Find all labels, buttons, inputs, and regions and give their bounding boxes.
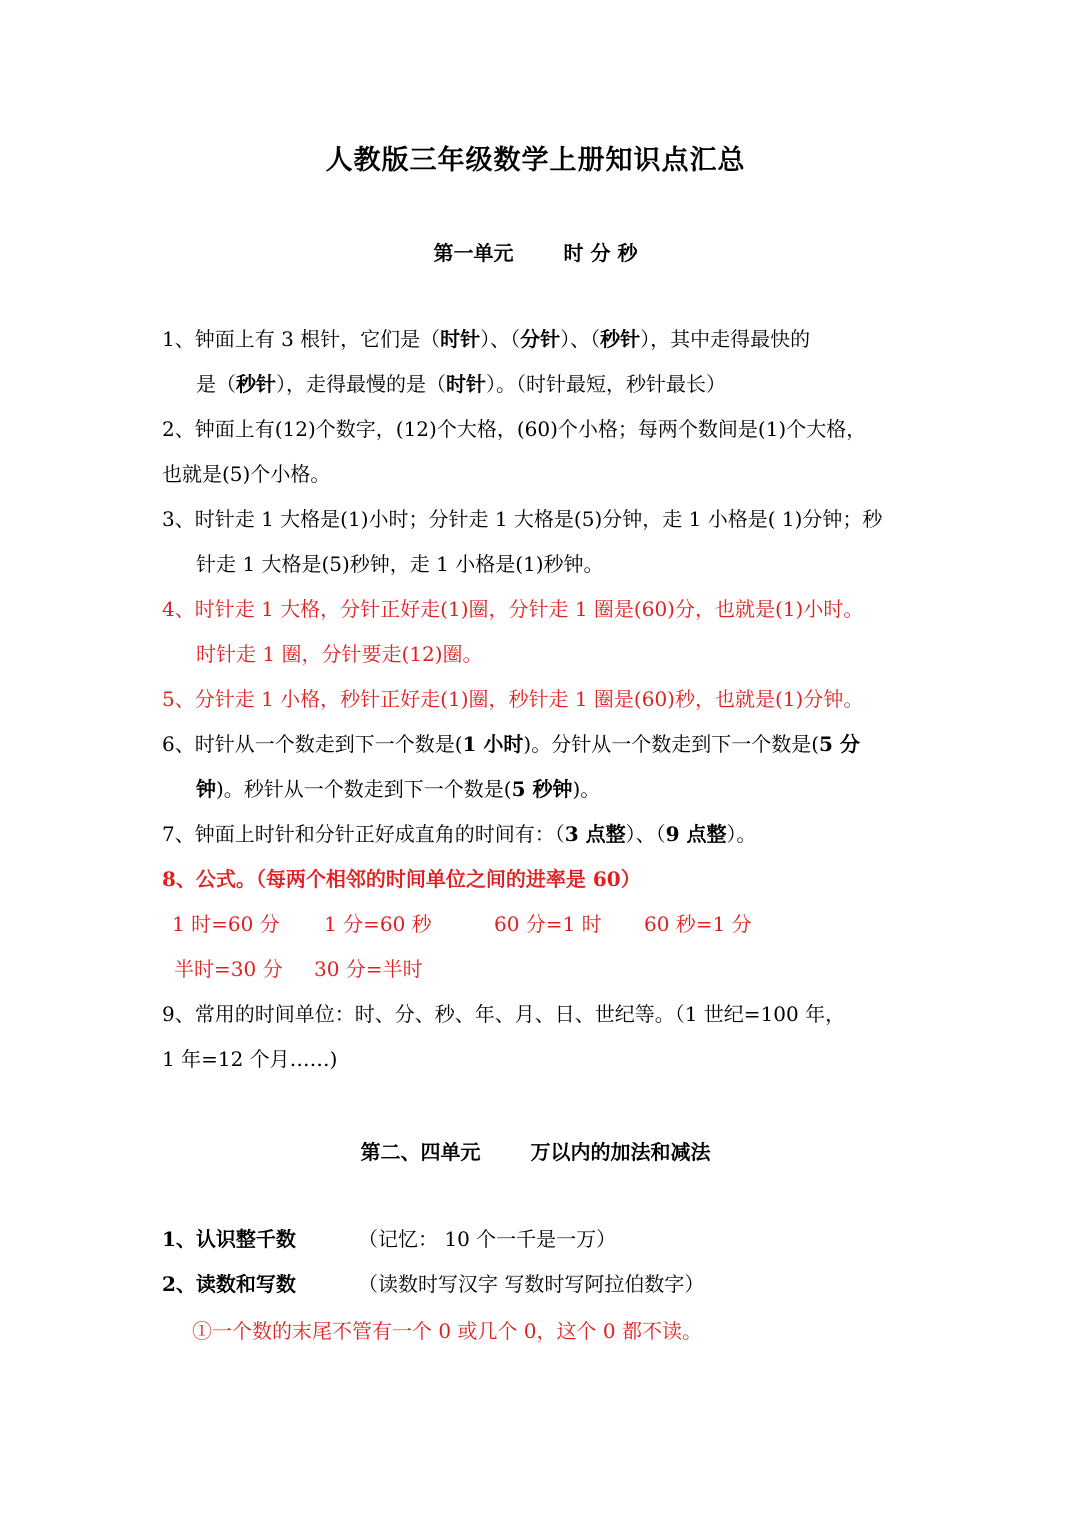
unit1-item8-formula1: 1 时=60 分: [172, 912, 280, 936]
unit2-item2-note: （读数时写汉字 写数时写阿拉伯数字）: [358, 1272, 705, 1296]
unit1-item1-line1: 1、钟面上有 3 根针，它们是（时针）、（分针）、（秒针），其中走得最快的: [162, 327, 811, 351]
unit2-name: 万以内的加法和减法: [530, 1140, 711, 1164]
unit1-item4-line1: 4、时针走 1 大格，分针正好走(1)圈，分针走 1 圈是(60)分，也就是(1)小时。: [162, 597, 864, 621]
unit2-item2-title: 2、读数和写数: [162, 1272, 296, 1296]
unit1-item2-line2: 也就是(5)个小格。: [162, 462, 331, 486]
unit1-heading: [0, 237, 1071, 266]
unit1-item8-formula2: 1 分=60 秒: [324, 912, 432, 936]
unit1-item6-line1: 6、时针从一个数走到下一个数是(1 小时)。分针从一个数走到下一个数是(5 分: [162, 732, 860, 756]
unit1-item5-line1: 5、分针走 1 小格，秒针正好走(1)圈，秒针走 1 圈是(60)秒，也就是(1)分钟。: [162, 687, 864, 711]
unit1-item8-formula6: 30 分=半时: [314, 957, 423, 981]
unit1-item3-line2: 针走 1 大格是(5)秒钟，走 1 小格是(1)秒钟。: [196, 552, 604, 576]
unit1-item9-line2: 1 年=12 个月……): [162, 1047, 338, 1071]
unit1-item2-line1: 2、钟面上有(12)个数字，(12)个大格，(60)个小格；每两个数间是(1)个大格，: [162, 417, 867, 441]
unit1-item4-line2: 时针走 1 圈，分针要走(12)圈。: [196, 642, 483, 666]
unit2-item1-note: （记忆： 10 个一千是一万）: [358, 1227, 617, 1251]
unit1-item8-formula4: 60 秒=1 分: [644, 912, 752, 936]
unit2-item3-line1: ①一个数的末尾不管有一个 0 或几个 0，这个 0 都不读。: [192, 1319, 702, 1343]
unit1-label: 第一单元: [433, 241, 514, 265]
unit1-item6-line2: 钟)。秒针从一个数走到下一个数是(5 秒钟)。: [196, 777, 601, 801]
unit1-item8-line1: 8、公式。（每两个相邻的时间单位之间的进率是 60）: [162, 867, 641, 891]
unit2-item1-title: 1、认识整千数: [162, 1227, 296, 1251]
unit2-label: 第二、四单元: [360, 1140, 481, 1164]
page-title: 人教版三年级数学上册知识点汇总: [325, 145, 746, 176]
unit1-item8-formula3: 60 分=1 时: [494, 912, 602, 936]
unit1-item1-line2: 是（秒针），走得最慢的是（时针）。（时针最短，秒针最长）: [196, 372, 726, 396]
unit1-item7-line1: 7、钟面上时针和分针正好成直角的时间有：（3 点整）、（9 点整）。: [162, 822, 757, 846]
unit1-item3-line1: 3、时针走 1 大格是(1)小时；分针走 1 大格是(5)分钟，走 1 小格是( 1)分钟；秒: [162, 507, 883, 531]
unit1-item8-formula5: 半时=30 分: [174, 957, 283, 981]
unit2-heading: [0, 1136, 1071, 1165]
unit1-item9-line1: 9、常用的时间单位：时、分、秒、年、月、日、世纪等。（1 世纪=100 年，: [162, 1002, 846, 1026]
unit1-name: 时 分 秒: [563, 241, 638, 265]
